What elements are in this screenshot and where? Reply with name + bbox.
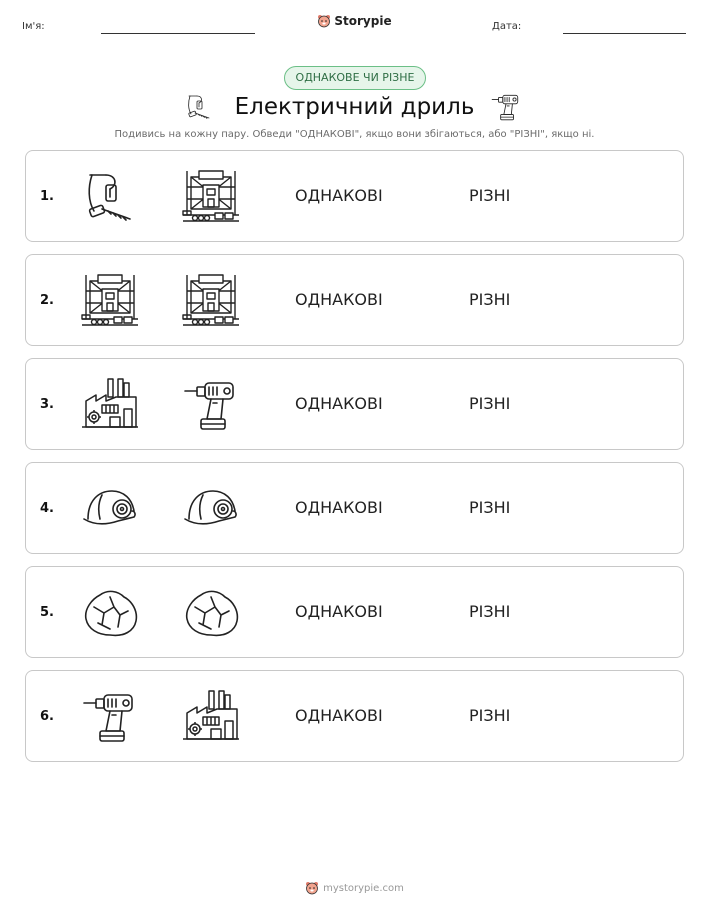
date-field-line[interactable] bbox=[563, 33, 686, 34]
instructions: Подивись на кожну пару. Обведи "ОДНАКОВІ", якщо вони збігаються, або "РІЗНІ", якщо ні. bbox=[114, 129, 595, 140]
power-drill-icon bbox=[181, 375, 241, 435]
question-row bbox=[25, 150, 684, 242]
same-option[interactable]: ОДНАКОВІ bbox=[295, 394, 383, 413]
same-option[interactable]: ОДНАКОВІ bbox=[295, 186, 383, 205]
same-option[interactable]: ОДНАКОВІ bbox=[295, 706, 383, 725]
question-row bbox=[25, 566, 684, 658]
question-row bbox=[25, 254, 684, 346]
power-drill-icon bbox=[490, 91, 522, 123]
power-drill-icon bbox=[80, 687, 140, 747]
question-number: 1. bbox=[40, 189, 54, 204]
factory-icon bbox=[181, 687, 241, 747]
rock-icon bbox=[181, 583, 241, 643]
different-option[interactable]: РІЗНІ bbox=[469, 706, 511, 725]
question-number: 5. bbox=[40, 605, 54, 620]
date-label: Дата: bbox=[492, 21, 522, 32]
name-label: Ім'я: bbox=[22, 21, 45, 32]
question-row bbox=[25, 670, 684, 762]
different-option[interactable]: РІЗНІ bbox=[469, 394, 511, 413]
different-option[interactable]: РІЗНІ bbox=[469, 602, 511, 621]
question-row bbox=[25, 358, 684, 450]
name-field-line[interactable] bbox=[101, 33, 255, 34]
storypie-bear-icon bbox=[317, 14, 331, 28]
question-number: 3. bbox=[40, 397, 54, 412]
rock-icon bbox=[80, 583, 140, 643]
question-number: 6. bbox=[40, 709, 54, 724]
storypie-bear-icon bbox=[305, 881, 319, 895]
different-option[interactable]: РІЗНІ bbox=[469, 498, 511, 517]
question-number: 4. bbox=[40, 501, 54, 516]
brand-name: Storypie bbox=[334, 14, 392, 28]
construction-site-icon bbox=[181, 167, 241, 227]
construction-site-icon bbox=[181, 271, 241, 331]
hard-hat-icon bbox=[80, 479, 140, 539]
different-option[interactable]: РІЗНІ bbox=[469, 290, 511, 309]
question-number: 2. bbox=[40, 293, 54, 308]
hard-hat-icon bbox=[181, 479, 241, 539]
footer bbox=[0, 881, 709, 895]
brand-logo bbox=[0, 14, 709, 28]
footer-url[interactable]: mystorypie.com bbox=[323, 883, 404, 894]
same-option[interactable]: ОДНАКОВІ bbox=[295, 290, 383, 309]
question-row bbox=[25, 462, 684, 554]
hand-drill-icon bbox=[80, 167, 140, 227]
page-title: Електричний дриль bbox=[234, 94, 475, 120]
factory-icon bbox=[80, 375, 140, 435]
activity-badge: ОДНАКОВЕ ЧИ РІЗНЕ bbox=[284, 66, 426, 90]
construction-site-icon bbox=[80, 271, 140, 331]
different-option[interactable]: РІЗНІ bbox=[469, 186, 511, 205]
same-option[interactable]: ОДНАКОВІ bbox=[295, 498, 383, 517]
same-option[interactable]: ОДНАКОВІ bbox=[295, 602, 383, 621]
